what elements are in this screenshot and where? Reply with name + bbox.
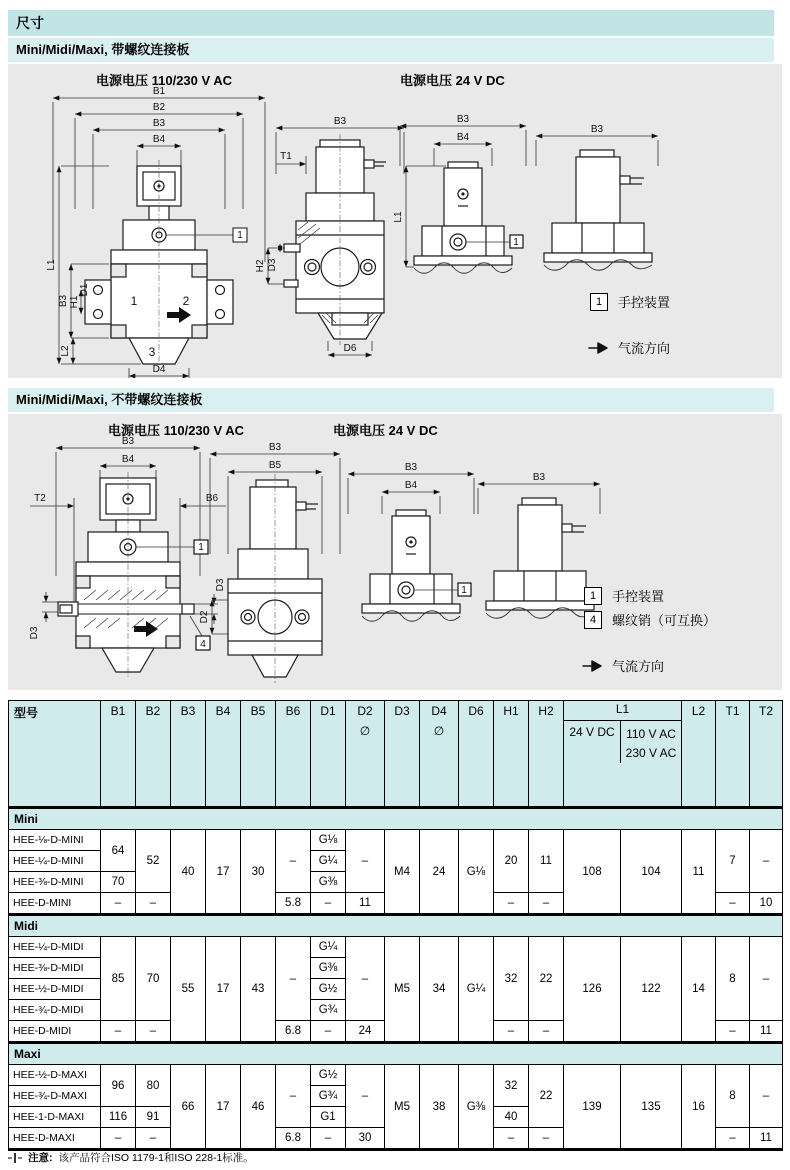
dim-label-b3-dc2: B3 <box>590 124 604 135</box>
flow-arrow-icon <box>582 659 602 673</box>
cell-l1dc: 126 <box>564 937 621 1043</box>
cell-t1: 8 <box>716 1065 750 1128</box>
cell-b1: 64 <box>101 830 136 872</box>
diameter-symbol: ∅ <box>433 724 445 738</box>
cell-b5: 30 <box>241 830 276 915</box>
legend-callout-1-box: 1 <box>590 293 608 311</box>
footnote-label: 注意: <box>28 1152 53 1164</box>
dim-label-h1: H1 <box>69 295 80 309</box>
cell-b2: 70 <box>136 937 171 1021</box>
table-row <box>9 1065 783 1086</box>
cell-b3: 66 <box>171 1065 206 1150</box>
dim-label-d1: D1 <box>79 283 90 297</box>
cell-b4: 17 <box>206 1065 241 1150</box>
cell-h1: 32 <box>494 1065 529 1107</box>
cell-l1ac: 104 <box>621 830 682 915</box>
col-header-model: 型号 <box>9 701 101 808</box>
s1-front-view-drawing <box>46 86 265 378</box>
callout-1-label: 1 <box>198 542 204 553</box>
cell-b1: 116 <box>101 1107 136 1128</box>
cell-t2: 11 <box>750 1021 783 1043</box>
col-header-d6: D6 <box>459 701 494 808</box>
legend-callout-1-box: 1 <box>584 587 602 605</box>
dimensions-table-wrap <box>8 700 783 1151</box>
dim-label-b6: B6 <box>205 493 219 504</box>
legend-manual-override <box>590 292 670 311</box>
col-header-l2: L2 <box>682 701 716 808</box>
dim-label-b4-dc: B4 <box>456 132 470 143</box>
dim-label-b4-dc: B4 <box>404 480 418 491</box>
cell-b6: 6.8 <box>276 1128 311 1150</box>
cell-d1: G⅜ <box>311 872 346 893</box>
legend-manual-override-label: 手控装置 <box>612 589 665 604</box>
cell-d4: 38 <box>420 1065 459 1150</box>
cell-t2: 10 <box>750 893 783 915</box>
cell-t2: 11 <box>750 1128 783 1150</box>
dim-label-d3-right: D3 <box>215 578 226 592</box>
cell-l1ac: 122 <box>621 937 682 1043</box>
cell-h2: – <box>529 893 564 915</box>
section-label: Midi <box>9 915 783 937</box>
callout-4-label: 4 <box>200 639 206 650</box>
model-cell: HEE-⅜-D-MINI <box>9 872 101 893</box>
dim-label-h2: H2 <box>255 259 266 273</box>
cell-d1: G¾ <box>311 1000 346 1021</box>
dim-label-b3-side2: B3 <box>268 442 282 453</box>
col-header-b3: B3 <box>171 701 206 808</box>
cell-h2: – <box>529 1128 564 1150</box>
section1-ac-title: 电源电压 110/230 V AC <box>96 73 233 88</box>
dim-label-t1: T1 <box>280 151 292 162</box>
section2-drawing-panel <box>8 414 782 690</box>
reference-mark-icon <box>8 1152 22 1164</box>
cell-d1: G⅛ <box>311 830 346 851</box>
cell-d1: – <box>311 1128 346 1150</box>
cell-d2: – <box>346 830 385 893</box>
dim-label-b3-side: B3 <box>333 116 347 127</box>
cell-b3: 40 <box>171 830 206 915</box>
dim-label-l2: L2 <box>60 345 71 357</box>
col-header-t2: T2 <box>750 701 783 808</box>
dim-label-b4: B4 <box>121 454 135 465</box>
cell-d1: G¼ <box>311 851 346 872</box>
legend-flow-direction <box>582 656 664 675</box>
dim-label-l1-dc: L1 <box>393 211 404 223</box>
model-cell: HEE-⅜-D-MIDI <box>9 958 101 979</box>
dim-label-d2: D2 <box>199 610 210 624</box>
cell-d2: 11 <box>346 893 385 915</box>
col-header-l1-group <box>564 701 682 808</box>
model-cell: HEE-D-MINI <box>9 893 101 915</box>
legend-threaded-pin <box>584 610 716 629</box>
section1-dc-title: 电源电压 24 V DC <box>400 73 505 88</box>
legend-manual-override <box>584 586 664 605</box>
cell-b3: 55 <box>171 937 206 1043</box>
cell-h1: 40 <box>494 1107 529 1128</box>
diameter-symbol: ∅ <box>359 724 371 738</box>
col-header-l1-24vdc: 24 V DC <box>569 725 615 739</box>
cell-d1: G⅜ <box>311 958 346 979</box>
dim-label-b3-dc: B3 <box>404 462 418 473</box>
cell-t2: – <box>750 1065 783 1128</box>
dim-label-b3: B3 <box>152 118 166 129</box>
dim-label-b3-dc2: B3 <box>532 472 546 483</box>
cell-t1: – <box>716 1021 750 1043</box>
cell-d6: G⅛ <box>459 830 494 915</box>
cell-h2: 11 <box>529 830 564 893</box>
cell-d1: – <box>311 1021 346 1043</box>
col-header-d1: D1 <box>311 701 346 808</box>
s1-side-view-drawing <box>255 116 404 355</box>
section-row <box>9 915 783 937</box>
col-header-d4: D4 ∅ <box>420 701 459 808</box>
cell-l1dc: 139 <box>564 1065 621 1150</box>
cell-d1: G¾ <box>311 1086 346 1107</box>
dim-label-d4: D4 <box>152 364 166 375</box>
cell-b2: 91 <box>136 1107 171 1128</box>
model-cell: HEE-¾-D-MIDI <box>9 1000 101 1021</box>
table-row <box>9 830 783 851</box>
col-header-l1-ac: 110 V AC 230 V AC <box>620 721 681 763</box>
cell-b1: – <box>101 1021 136 1043</box>
cell-d4: 24 <box>420 830 459 915</box>
footnote-text: 该产品符合ISO 1179-1和ISO 228-1标准。 <box>58 1152 254 1164</box>
cell-b1: 70 <box>101 872 136 893</box>
port-2-label: 2 <box>182 294 190 308</box>
dim-label-l1: L1 <box>46 259 57 271</box>
legend-flow-label: 气流方向 <box>618 341 671 356</box>
section2-title: Mini/Midi/Maxi, 不带螺纹连接板 <box>8 388 774 412</box>
page-title: 尺寸 <box>8 10 774 36</box>
flow-arrow-icon <box>588 341 608 355</box>
section2-ac-title: 电源电压 110/230 V AC <box>108 423 245 438</box>
section-row <box>9 808 783 830</box>
cell-b2: – <box>136 893 171 915</box>
cell-l2: 16 <box>682 1065 716 1150</box>
cell-l1dc: 108 <box>564 830 621 915</box>
section-row <box>9 1043 783 1065</box>
s1-dc-side-drawing <box>536 124 658 270</box>
cell-d2: – <box>346 1065 385 1128</box>
cell-d1: G½ <box>311 979 346 1000</box>
model-cell: HEE-¼-D-MINI <box>9 851 101 872</box>
cell-b2: 80 <box>136 1065 171 1107</box>
col-header-d2: D2 ∅ <box>346 701 385 808</box>
model-cell: HEE-½-D-MAXI <box>9 1065 101 1086</box>
cell-b4: 17 <box>206 937 241 1043</box>
cell-b5: 46 <box>241 1065 276 1150</box>
model-cell: HEE-D-MAXI <box>9 1128 101 1150</box>
cell-t1: 8 <box>716 937 750 1021</box>
legend-flow-direction <box>588 338 670 357</box>
model-cell: HEE-¼-D-MIDI <box>9 937 101 958</box>
port-3-label: 3 <box>148 345 156 359</box>
dim-label-t2: T2 <box>34 493 46 504</box>
cell-d1: G½ <box>311 1065 346 1086</box>
cell-t1: – <box>716 893 750 915</box>
dim-label-d3: D3 <box>267 258 278 272</box>
dimensions-table <box>8 700 783 1151</box>
cell-t2: – <box>750 830 783 893</box>
col-header-l1: L1 <box>564 701 681 721</box>
cell-l2: 11 <box>682 830 716 915</box>
cell-d1: G¼ <box>311 937 346 958</box>
section2-drawings <box>8 414 782 690</box>
cell-b5: 43 <box>241 937 276 1043</box>
footnote <box>8 1150 254 1165</box>
section2-dc-title: 电源电压 24 V DC <box>333 423 438 438</box>
cell-h2: – <box>529 1021 564 1043</box>
port-1-label: 1 <box>130 294 138 308</box>
dim-label-b3: B3 <box>121 436 135 447</box>
cell-b6: – <box>276 937 311 1021</box>
cell-h1: 20 <box>494 830 529 893</box>
dim-label-b3-dc: B3 <box>456 114 470 125</box>
section1-title: Mini/Midi/Maxi, 带螺纹连接板 <box>8 38 774 62</box>
model-cell: HEE-D-MIDI <box>9 1021 101 1043</box>
section1-drawings <box>8 64 782 378</box>
cell-h1: – <box>494 1128 529 1150</box>
cell-b2: 52 <box>136 830 171 893</box>
col-header-b6: B6 <box>276 701 311 808</box>
s2-dc-front-drawing <box>348 462 474 621</box>
cell-b6: 5.8 <box>276 893 311 915</box>
cell-b6: – <box>276 1065 311 1128</box>
section1-drawing-panel <box>8 64 782 378</box>
cell-h2: 22 <box>529 937 564 1021</box>
col-header-h2: H2 <box>529 701 564 808</box>
model-cell: HEE-⅛-D-MINI <box>9 830 101 851</box>
dim-label-b4: B4 <box>152 134 166 145</box>
legend-manual-override-label: 手控装置 <box>618 295 671 310</box>
cell-d3: M5 <box>385 1065 420 1150</box>
cell-b2: – <box>136 1021 171 1043</box>
cell-b6: 6.8 <box>276 1021 311 1043</box>
cell-b1: 96 <box>101 1065 136 1107</box>
dim-label-d3-left: D3 <box>29 626 40 640</box>
dim-label-b5: B5 <box>268 460 282 471</box>
callout-1-label: 1 <box>513 237 519 248</box>
cell-t2: – <box>750 937 783 1021</box>
legend-flow-label: 气流方向 <box>612 659 665 674</box>
legend-callout-4-box: 4 <box>584 611 602 629</box>
cell-d2: 24 <box>346 1021 385 1043</box>
cell-d1: – <box>311 893 346 915</box>
section-label: Mini <box>9 808 783 830</box>
cell-d6: G⅜ <box>459 1065 494 1150</box>
cell-d3: M5 <box>385 937 420 1043</box>
cell-b1: – <box>101 1128 136 1150</box>
col-header-b2: B2 <box>136 701 171 808</box>
cell-b4: 17 <box>206 830 241 915</box>
cell-d6: G¼ <box>459 937 494 1043</box>
col-header-t1: T1 <box>716 701 750 808</box>
col-header-h1: H1 <box>494 701 529 808</box>
s2-side-view-drawing <box>199 442 340 683</box>
cell-l2: 14 <box>682 937 716 1043</box>
cell-l1ac: 135 <box>621 1065 682 1150</box>
callout-1-label: 1 <box>237 230 243 241</box>
col-header-b4: B4 <box>206 701 241 808</box>
table-body <box>9 808 783 1150</box>
cell-d1: G1 <box>311 1107 346 1128</box>
cell-b1: 85 <box>101 937 136 1021</box>
cell-d2: – <box>346 937 385 1021</box>
s1-dc-front-drawing <box>393 114 526 273</box>
cell-b2: – <box>136 1128 171 1150</box>
model-cell: HEE-¾-D-MAXI <box>9 1086 101 1107</box>
dim-label-d6: D6 <box>343 343 357 354</box>
cell-d2: 30 <box>346 1128 385 1150</box>
section-label: Maxi <box>9 1043 783 1065</box>
cell-t1: – <box>716 1128 750 1150</box>
s2-dc-side-drawing <box>478 472 600 618</box>
model-cell: HEE-1-D-MAXI <box>9 1107 101 1128</box>
model-cell: HEE-½-D-MIDI <box>9 979 101 1000</box>
cell-b6: – <box>276 830 311 893</box>
s2-front-view-drawing <box>29 436 226 678</box>
cell-d4: 34 <box>420 937 459 1043</box>
dim-label-b1: B1 <box>152 86 166 97</box>
callout-1-label: 1 <box>461 585 467 596</box>
dim-label-b2: B2 <box>152 102 166 113</box>
col-header-d3: D3 <box>385 701 420 808</box>
legend-threaded-pin-label: 螺纹销（可互换） <box>612 613 717 628</box>
cell-d3: M4 <box>385 830 420 915</box>
col-header-b1: B1 <box>101 701 136 808</box>
dim-label-b3-left: B3 <box>58 294 69 308</box>
cell-h2: 22 <box>529 1065 564 1128</box>
cell-t1: 7 <box>716 830 750 893</box>
col-header-b5: B5 <box>241 701 276 808</box>
table-row <box>9 937 783 958</box>
cell-h1: – <box>494 1021 529 1043</box>
cell-h1: 32 <box>494 937 529 1021</box>
cell-b1: – <box>101 893 136 915</box>
table-header-row <box>9 701 783 808</box>
cell-h1: – <box>494 893 529 915</box>
